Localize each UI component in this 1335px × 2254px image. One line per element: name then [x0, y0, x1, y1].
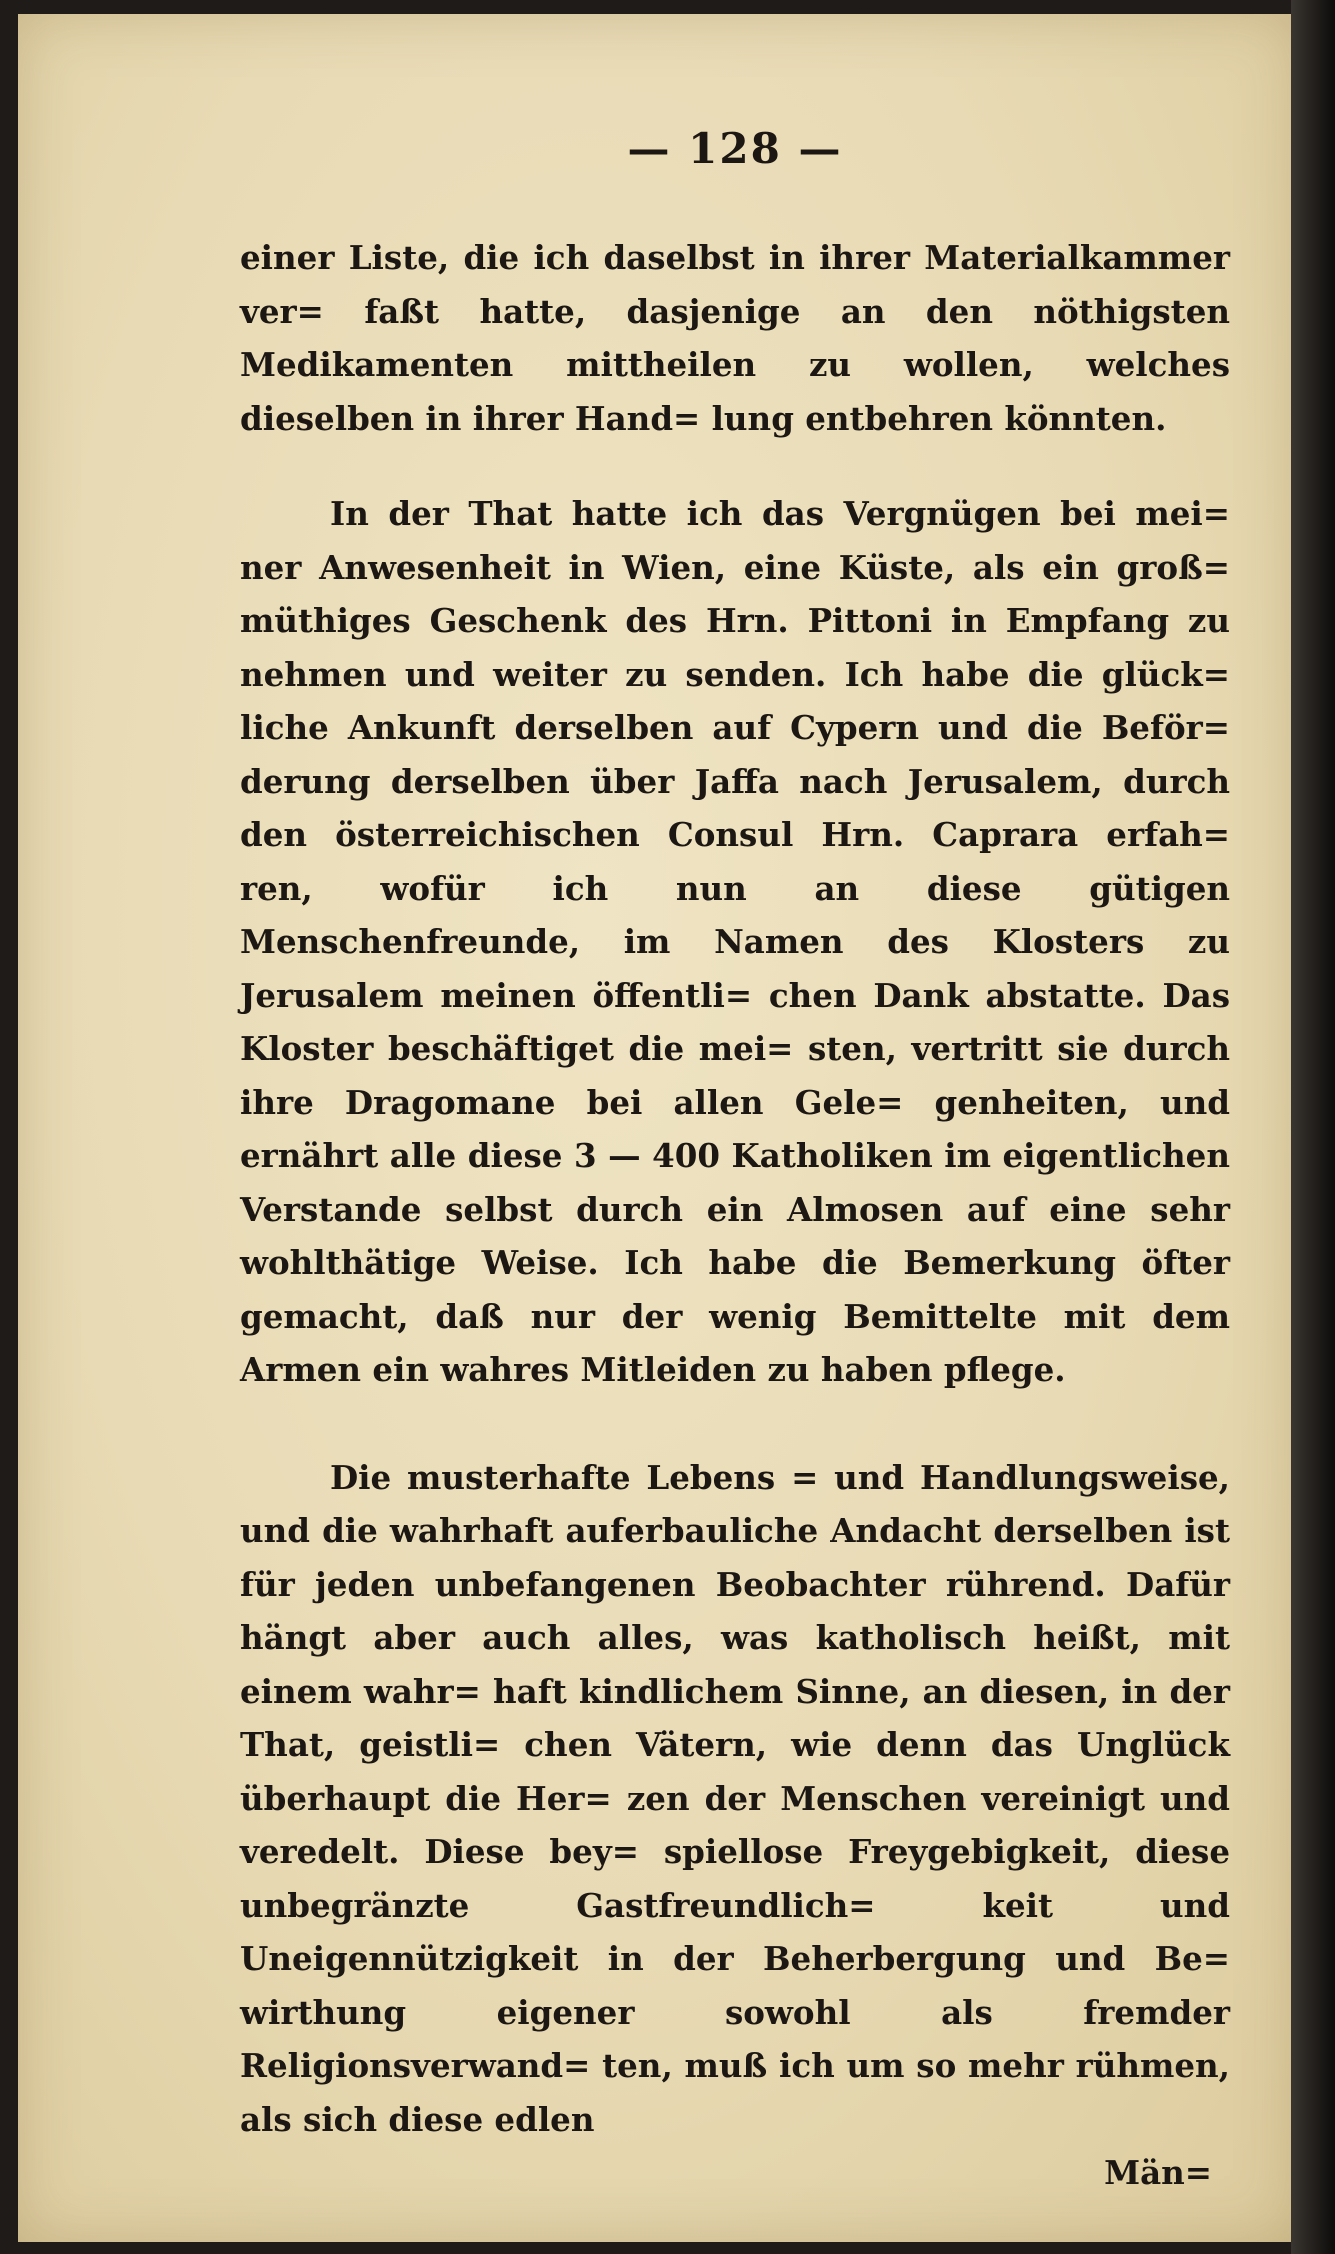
book-page: [18, 14, 1296, 2242]
page-number: — 128 —: [627, 124, 843, 173]
paragraph-1: einer Liste, die ich daselbst in ihrer Materialkammer ver= faßt hatte, dasjenige an den nöthigsten Medikamenten mittheilen zu wollen, welches dieselben in ihrer Hand= lung entbehren könnten.: [240, 238, 1230, 438]
page-text-block: [240, 114, 1230, 2200]
paragraph-2: In der That hatte ich das Vergnügen bei mei= ner Anwesenheit in Wien, eine Küste, als ein groß= müthiges Geschenk des Hrn. Pittoni in Empfang zu nehmen und weiter zu senden. Ich habe die glück= liche Ankunft derselben auf Cypern und die Beför= derung derselben über Jaffa nach Jerusalem, durch den österreichischen Consul Hrn. Caprara erfah= ren, wofür ich nun an diese gütigen Menschenfreunde, im Namen des Klosters zu Jerusalem meinen öffentli= chen Dank abstatte. Das Kloster beschäftiget die mei= sten, vertritt sie durch ihre Dragomane bei allen Gele= genheiten, und ernährt alle diese 3 — 400 Katholiken im eigentlichen Verstande selbst durch ein Almosen auf eine sehr wohlthätige Weise. Ich habe die Bemerkung öfter gemacht, daß nur der wenig Bemittelte mit dem Armen ein wahres Mitleiden zu haben pflege.: [240, 494, 1230, 1389]
book-spine-edge: [1291, 0, 1335, 2254]
paragraph-3: Die musterhafte Lebens = und Handlungsweise, und die wahrhaft auferbauliche Andacht derselben ist für jeden unbefangenen Beobachter rührend. Dafür hängt aber auch alles, was katholisch heißt, mit einem wahr= haft kindlichem Sinne, an diesen, in der That, geistli= chen Vätern, wie denn das Unglück überhaupt die Her= zen der Menschen vereinigt und veredelt. Diese bey= spiellose Freygebigkeit, diese unbegränzte Gastfreundlich= keit und Uneigennützigkeit in der Beherbergung und Be= wirthung eigener sowohl als fremder Religionsverwand= ten, muß ich um so mehr rühmen, als sich diese edlen: [240, 1457, 1230, 2139]
catchword: Män=: [1104, 2153, 1212, 2192]
